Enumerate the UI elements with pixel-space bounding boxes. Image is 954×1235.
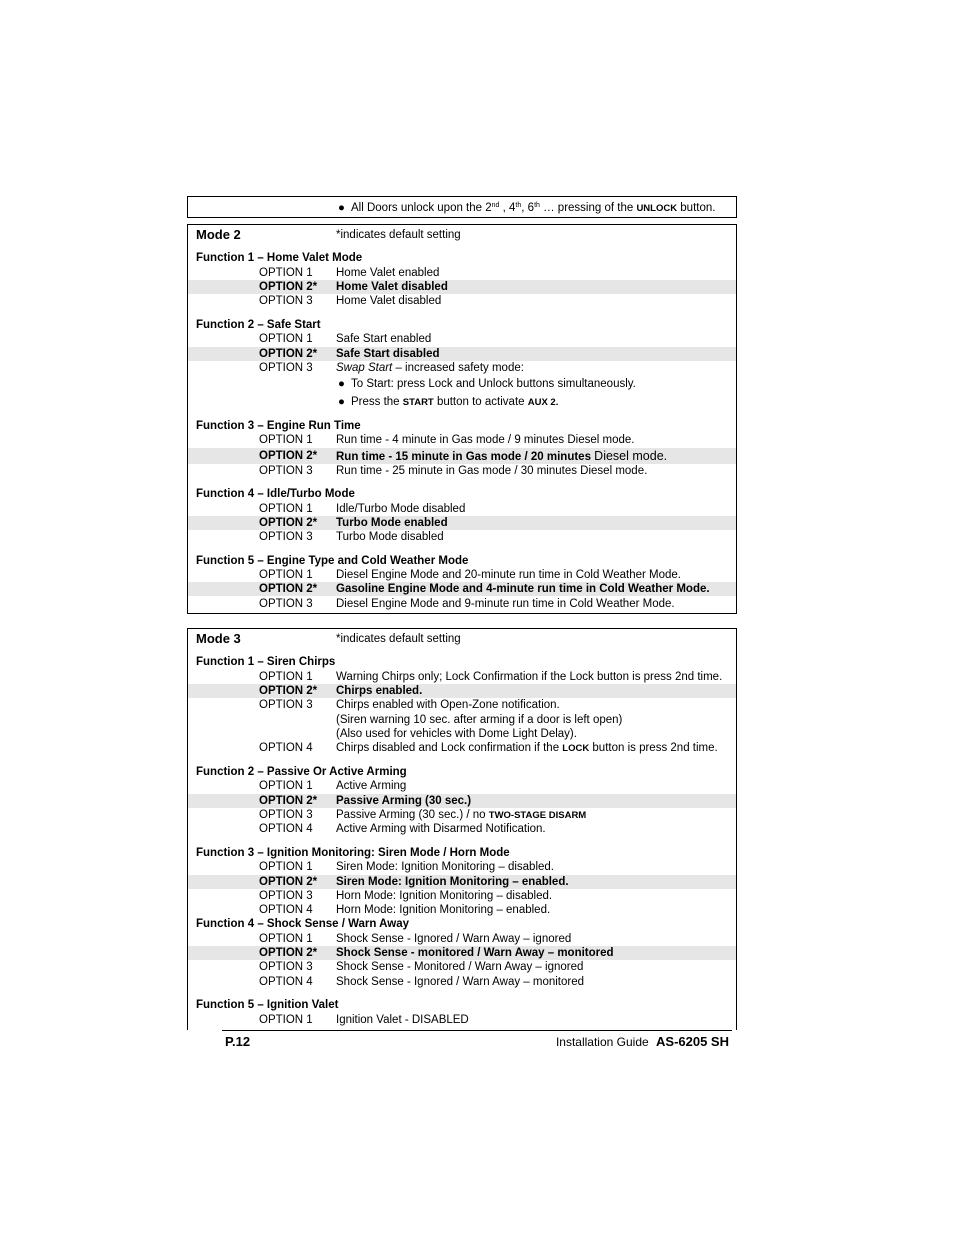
mode3-f2-option4-row: OPTION 4 Active Arming with Disarmed Notification. <box>259 823 546 835</box>
mode3-f1-option3-row: OPTION 3 Chirps enabled with Open-Zone notification. <box>259 699 560 711</box>
mode3-f3-option3-row: OPTION 3 Horn Mode: Ignition Monitoring – disabled. <box>259 890 553 902</box>
footer-rule <box>222 1030 732 1031</box>
mode3-f2-option1-row: OPTION 1 Active Arming <box>259 780 407 792</box>
mode3-f1-option2-row: OPTION 2* Chirps enabled. <box>188 684 736 698</box>
mode3-f3-option2-row: OPTION 2* Siren Mode: Ignition Monitoring – enabled. <box>188 875 736 889</box>
mode3-function5-title: Function 5 – Ignition Valet <box>196 999 339 1011</box>
mode3-f1-option3-line2: (Siren warning 10 sec. after arming if a door is left open) <box>336 714 623 726</box>
mode2-f4-option2-row: OPTION 2* Turbo Mode enabled <box>188 516 736 530</box>
mode2-f5-option3-row: OPTION 3 Diesel Engine Mode and 9-minute run time in Cold Weather Mode. <box>259 598 675 610</box>
mode2-f1-option1-row: OPTION 1 Home Valet enabled <box>259 267 440 279</box>
mode2-function4-title: Function 4 – Idle/Turbo Mode <box>196 488 355 500</box>
mode3-f5-option1-row: OPTION 1 Ignition Valet - DISABLED <box>259 1014 469 1026</box>
mode2-box <box>187 224 737 614</box>
mode2-f4-option3-row: OPTION 3 Turbo Mode disabled <box>259 531 444 543</box>
mode2-default-note: *indicates default setting <box>336 229 461 241</box>
mode3-default-note: *indicates default setting <box>336 633 461 645</box>
mode3-f4-option4-row: OPTION 4 Shock Sense - Ignored / Warn Away – monitored <box>259 976 585 988</box>
mode2-f1-option3-row: OPTION 3 Home Valet disabled <box>259 295 442 307</box>
bullet-dot: ● <box>338 396 345 408</box>
mode2-f5-option1-row: OPTION 1 Diesel Engine Mode and 20-minute run time in Cold Weather Mode. <box>259 569 681 581</box>
bullet-dot: ● <box>338 202 345 214</box>
mode3-f3-option4-row: OPTION 4 Horn Mode: Ignition Monitoring – enabled. <box>259 904 551 916</box>
mode2-f2-option2-row: OPTION 2* Safe Start disabled <box>188 347 736 361</box>
mode2-f2-option3-row: OPTION 3 Swap Start – increased safety mode: <box>259 362 524 374</box>
mode2-f3-option2-row: OPTION 2* Run time - 15 minute in Gas mode / 20 minutes Diesel mode. <box>188 448 736 464</box>
mode3-function1-title: Function 1 – Siren Chirps <box>196 656 336 668</box>
mode2-f2-bullet1: ● To Start: press Lock and Unlock buttons simultaneously. <box>338 378 636 390</box>
mode2-title: Mode 2 <box>196 227 241 242</box>
mode2-function5-title: Function 5 – Engine Type and Cold Weather Mode <box>196 555 469 567</box>
mode2-function3-title: Function 3 – Engine Run Time <box>196 420 361 432</box>
mode2-f5-option2-row: OPTION 2* Gasoline Engine Mode and 4-minute run time in Cold Weather Mode. <box>188 582 736 596</box>
installation-guide-text: Installation Guide <box>555 1035 649 1049</box>
mode3-f4-option1-row: OPTION 1 Shock Sense - Ignored / Warn Away – ignored <box>259 933 572 945</box>
mode3-f2-option2-row: OPTION 2* Passive Arming (30 sec.) <box>188 794 736 808</box>
mode3-box <box>187 628 737 1030</box>
mode2-f4-option1-row: OPTION 1 Idle/Turbo Mode disabled <box>259 503 466 515</box>
footer-guide-label <box>556 1034 729 1050</box>
mode3-f3-option1-row: OPTION 1 Siren Mode: Ignition Monitoring – disabled. <box>259 861 554 873</box>
top-continuation-box <box>187 196 737 218</box>
mode3-f1-option1-row: OPTION 1 Warning Chirps only; Lock Confirmation if the Lock button is press 2nd time. <box>259 671 723 683</box>
mode3-f2-option3-row: OPTION 3 Passive Arming (30 sec.) / no TWO-STAGE DISARM <box>259 809 587 821</box>
mode3-function3-title: Function 3 – Ignition Monitoring: Siren Mode / Horn Mode <box>196 847 510 859</box>
mode2-f1-option2-row: OPTION 2* Home Valet disabled <box>188 280 736 294</box>
model-number: AS-6205 SH <box>656 1034 729 1049</box>
mode3-title: Mode 3 <box>196 631 241 646</box>
mode3-function2-title: Function 2 – Passive Or Active Arming <box>196 766 407 778</box>
mode2-f2-bullet2: ● Press the START button to activate AUX 2. <box>338 396 559 408</box>
mode3-f1-option4-row: OPTION 4 Chirps disabled and Lock confirmation if the LOCK button is press 2nd time. <box>259 742 718 754</box>
mode3-f4-option3-row: OPTION 3 Shock Sense - Monitored / Warn Away – ignored <box>259 961 584 973</box>
mode2-f3-option3-row: OPTION 3 Run time - 25 minute in Gas mode / 30 minutes Diesel mode. <box>259 465 648 477</box>
mode3-f4-option2-row: OPTION 2* Shock Sense - monitored / Warn Away – monitored <box>188 946 736 960</box>
page-number: P.12 <box>225 1034 251 1049</box>
unlock-note-bullet: ● All Doors unlock upon the 2nd , 4th, 6th … pressing of the UNLOCK button. <box>338 202 716 214</box>
mode2-function1-title: Function 1 – Home Valet Mode <box>196 252 363 264</box>
mode2-f3-option1-row: OPTION 1 Run time - 4 minute in Gas mode / 9 minutes Diesel mode. <box>259 434 635 446</box>
mode2-f2-option1-row: OPTION 1 Safe Start enabled <box>259 333 432 345</box>
bullet-dot: ● <box>338 378 345 390</box>
mode3-f1-option3-line3: (Also used for vehicles with Dome Light Delay). <box>336 728 577 740</box>
mode2-function2-title: Function 2 – Safe Start <box>196 319 321 331</box>
mode3-function4-title: Function 4 – Shock Sense / Warn Away <box>196 918 410 930</box>
